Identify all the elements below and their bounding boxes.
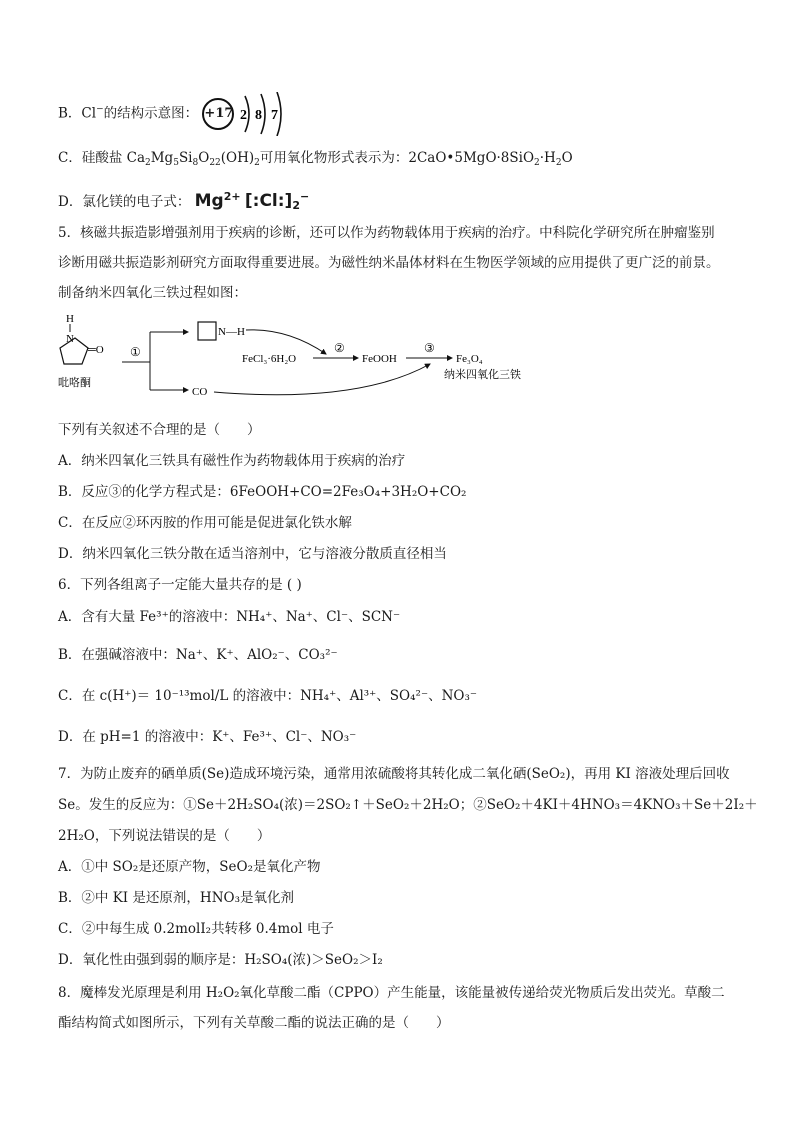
q7-option-d: D．氧化性由强到弱的顺序是：H₂SO₄(浓)＞SeO₂＞I₂ [58, 952, 383, 968]
q5-stem-1: 5．核磁共振造影增强剂用于疾病的诊断，还可以作为药物载体用于疾病的治疗。中科院化学研究所在肿瘤鉴别 [58, 225, 715, 241]
azetidine-ring [198, 322, 216, 340]
step-2-label: ② [334, 341, 345, 355]
fecl3: FeCl₃·6H₂O [242, 353, 297, 365]
shell-2: 8 [254, 108, 262, 123]
q8-stem-2: 酯结构简式如图所示，下列有关草酸二酯的说法正确的是（ ） [58, 1015, 450, 1031]
q4-c-end: ·H [539, 150, 556, 166]
q7-stem-1: 7．为防止废弃的硒单质(Se)造成环境污染，通常用浓硫酸将其转化成二氧化硒(SeO₂)，再用 KI 溶液处理后回收 [58, 766, 730, 782]
q8-stem-1: 8．魔棒发光原理是利用 H₂O₂氧化草酸二酯（CPPO）产生能量，该能量被传递给荧光物质后发出荧光。草酸二 [58, 985, 725, 1001]
q4-c-sub1: 2 [145, 158, 151, 168]
q5-option-d: D．纳米四氧化三铁分散在适当溶剂中，它与溶液分散质直径相当 [58, 546, 447, 562]
cl-count: 2 [292, 199, 300, 212]
q6-option-c: C．在 c(H⁺)＝ 10⁻¹³mol/L 的溶液中：NH₄⁺、Al³⁺、SO₄²⁻、NO₃⁻ [58, 688, 477, 704]
cl-electron-dot: [:Cl:] [244, 191, 293, 211]
q6-stem: 6．下列各组离子一定能大量共存的是 ( ) [58, 577, 302, 593]
shell-3: 7 [270, 108, 278, 123]
q7-stem-2: Se。发生的反应为：①Se＋2H₂SO₄(浓)＝2SO₂↑＋SeO₂＋2H₂O；②SeO₂＋4KI＋4HNO₃＝4KNO₃＋Se＋2I₂＋ [58, 797, 758, 813]
pyrrolidone-h: H [66, 313, 74, 325]
q4-c-sub6: 2 [534, 158, 540, 168]
shell-1: 2 [239, 108, 247, 123]
q7-stem-3: 2H₂O，下列说法错误的是（ ） [58, 828, 271, 844]
q7-option-c: C．②中每生成 0.2molI₂共转移 0.4mol 电子 [58, 921, 334, 937]
q4-b-text: 的结构示意图： [103, 105, 199, 122]
pyrrolidone-label: 吡咯酮 [58, 376, 91, 389]
q5-stem-3: 制备纳米四氧化三铁过程如图： [58, 285, 247, 301]
carbonyl: ═O [88, 344, 104, 356]
co: CO [192, 386, 208, 398]
nucleus-circle [202, 98, 234, 130]
q4-c-sub4: 22 [209, 158, 221, 168]
q4-c-prefix: C．硅酸盐 Ca [58, 150, 145, 166]
pyrrolidone-n: N [66, 333, 74, 345]
q7-option-b: B．②中 KI 是还原剂，HNO₃是氧化剂 [58, 890, 294, 906]
feooh: FeOOH [362, 353, 397, 365]
q6-option-b: B．在强碱溶液中：Na⁺、K⁺、AlO₂⁻、CO₃²⁻ [58, 647, 338, 663]
q5-option-b: B．反应③的化学方程式是：6FeOOH+CO=2Fe₃O₄+3H₂O+CO₂ [58, 484, 467, 500]
azetidine-nh: N—H [218, 326, 245, 338]
shell-arcs [239, 92, 299, 136]
q4-c-end2: O [561, 150, 573, 166]
fe3o4-synthesis-diagram [58, 308, 558, 408]
nucleus-charge: +17 [204, 106, 234, 121]
q5-question: 下列有关叙述不合理的是（ ） [58, 422, 261, 438]
q4-option-c [58, 148, 754, 173]
q4-c-oh: (OH) [220, 150, 255, 166]
step-1-label: ① [130, 345, 141, 359]
pyrrolidone-ring [60, 338, 88, 364]
nano-fe3o4-label: 纳米四氧化三铁 [444, 368, 521, 381]
q5-stem-2: 诊断用磁共振造影剂研究方面取得重要进展。为磁性纳米晶体材料在生物医学领域的应用提供了更广泛的前景。 [58, 255, 720, 271]
q4-option-d [58, 184, 754, 219]
cl-charge: − [300, 190, 310, 203]
q4-c-o: O [198, 150, 210, 166]
q4-c-text: 可用氧化物形式表示为：2CaO•5MgO·8SiO [259, 150, 535, 166]
q4-c-sub2: 5 [173, 158, 179, 168]
q4-b-sup: − [96, 104, 104, 115]
q4-option-b [58, 92, 754, 136]
q4-b-label: B．Cl [58, 105, 97, 122]
q4-c-si: Si [178, 150, 193, 166]
q5-option-a: A．纳米四氧化三铁具有磁性作为药物载体用于疾病的治疗 [58, 453, 406, 469]
step-3-label: ③ [424, 341, 435, 355]
fe3o4: Fe₃O₄ [456, 353, 483, 365]
q5-option-c: C．在反应②环丙胺的作用可能是促进氯化铁水解 [58, 515, 352, 531]
mg-charge: 2+ [223, 190, 241, 203]
q4-c-sub7: 2 [555, 158, 562, 168]
q4-d-label: D．氯化镁的电子式： [58, 194, 191, 210]
q7-option-a: A．①中 SO₂是还原产物，SeO₂是氧化产物 [58, 859, 321, 875]
q4-c-sub5: 2 [254, 158, 260, 168]
q6-option-d: D．在 pH=1 的溶液中：K⁺、Fe³⁺、Cl⁻、NO₃⁻ [58, 729, 357, 745]
q6-option-a: A．含有大量 Fe³⁺的溶液中：NH₄⁺、Na⁺、Cl⁻、SCN⁻ [58, 609, 401, 625]
mg-symbol: Mg [194, 191, 224, 211]
q4-c-sub3: 8 [192, 158, 199, 168]
q4-c-mg: Mg [150, 150, 174, 166]
electron-shells [239, 92, 299, 136]
